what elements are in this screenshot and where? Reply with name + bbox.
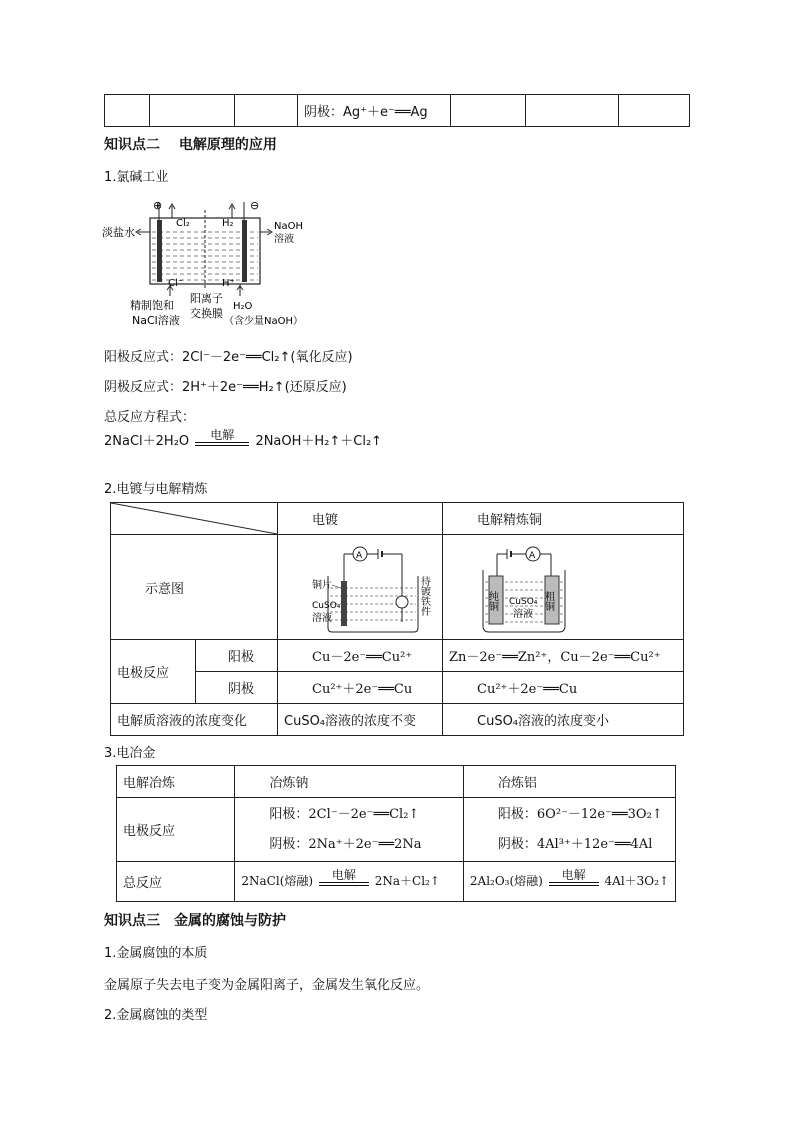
plating-diagram [278,536,442,639]
membrane-label-1: 阳离子 [190,292,223,305]
plating-copper-label: 铜片 [312,579,332,591]
naoh-out-label-1: NaOH [274,221,303,232]
top-cell-text: 阴极：Ag⁺＋e⁻══Ag [304,105,428,120]
water-label-1: H₂O [233,301,253,312]
refining-diagram [443,536,683,639]
top-cell-4 [298,95,451,127]
sodium-total: 2NaCl(熔融) 电解 2Na＋Cl₂↑ [235,862,464,902]
plating-cathode-eq: Cu²⁺＋2e⁻══Cu [278,672,443,704]
saturated-label-2: NaCl溶液 [132,314,180,327]
diag-header-cell [111,503,278,535]
refining-anode-eq: Zn－2e⁻══Zn²⁺，Cu－2e⁻══Cu²⁺ [443,640,684,672]
top-cell-3 [235,95,298,127]
section3-item1-title: 1.金属腐蚀的本质 [104,946,208,961]
col-aluminum: 冶炼铝 [463,766,675,798]
total-right: 2NaOH＋H₂↑＋Cl₂↑ [255,434,383,449]
top-cell-7 [619,95,690,127]
row-total-label: 总反应 [117,862,235,902]
dilute-brine-label: 淡盐水 [102,226,135,239]
na-cathode-eq: 阴极：2Na⁺＋2e⁻══2Na [269,836,422,852]
water-label-2: （含少量NaOH） [224,316,303,327]
plating-object-label: 待镀铁件 [418,575,430,616]
naoh-out-label-2: 溶液 [274,234,294,245]
plating-anode-eq: Cu－2e⁻══Cu²⁺ [278,640,443,672]
cathode-label: 阴极 [196,672,278,704]
chlor-anode-equation: 阳极反应式：2Cl⁻－2e⁻══Cl₂↑(氧化反应) [104,350,353,365]
refining-cuso4-label-1: CuSO₄ [509,596,538,607]
h-ion-label: H⁺ [222,278,235,289]
top-table-row [104,94,690,127]
refining-conc: CuSO₄溶液的浓度变小 [443,704,684,736]
h2-label: H₂ [222,218,234,229]
minus-terminal: ⊖ [250,199,260,212]
refining-ammeter: A [529,550,536,561]
plating-cuso4-label-2: 溶液 [312,612,332,624]
section3-item2-title: 2.金属腐蚀的类型 [104,1008,208,1023]
row-electrode-label: 电极反应 [111,640,196,704]
na-electrolysis-condition: 电解 [317,868,371,886]
plating-refining-table [110,502,684,736]
metallurgy-table [116,765,676,902]
section3-heading: 知识点三 金属的腐蚀与防护 [104,913,286,929]
top-cell-5 [451,95,526,127]
saturated-label-1: 精制饱和 [130,299,174,312]
item1-title: 1.氯碱工业 [104,170,169,185]
chlor-cathode-equation: 阴极反应式：2H⁺＋2e⁻══H₂↑(还原反应) [104,380,347,395]
membrane-label-2: 交换膜 [190,307,223,320]
total-left: 2NaCl＋2H₂O [104,434,190,449]
anode-electrode [157,220,162,282]
col-plating: 电镀 [278,503,443,535]
total-reaction-equation [104,430,382,452]
plus-terminal: ⊕ [153,199,163,212]
refining-pure-label: 纯铜 [486,590,498,611]
item3-title: 3.电冶金 [104,746,156,761]
row-diagram-label: 示意图 [111,535,278,640]
aluminum-electrodes [463,798,675,862]
chlor-alkali-diagram [100,198,325,333]
plating-conc: CuSO₄溶液的浓度不变 [278,704,443,736]
col-metallurgy: 电解冶炼 [117,766,235,798]
cl-ion-label: Cl⁻ [168,278,184,289]
cathode-electrode [242,220,247,282]
plating-ammeter: A [356,550,363,561]
col-sodium: 冶炼钠 [235,766,464,798]
sodium-electrodes [235,798,464,862]
item2-title: 2.电镀与电解精炼 [104,482,208,497]
col-refining: 电解精炼铜 [443,503,684,535]
row-conc-label: 电解质溶液的浓度变化 [111,704,278,736]
na-anode-eq: 阳极：2Cl⁻－2e⁻══Cl₂↑ [269,806,420,822]
anode-label: 阳极 [196,640,278,672]
cl2-label: Cl₂ [176,218,190,229]
total-reaction-label: 总反应方程式： [104,410,196,425]
plating-cuso4-label-1: CuSO₄ [312,600,341,611]
section3-item1-text: 金属原子失去电子变为金属阳离子，金属发生氧化反应。 [104,978,430,993]
al-cathode-eq: 阴极：4Al³⁺＋12e⁻══4Al [497,836,653,852]
plating-diagram-cell [278,535,443,640]
top-cell-1 [105,95,150,127]
section2-heading: 知识点二 电解原理的应用 [104,137,277,153]
refining-cathode-eq: Cu²⁺＋2e⁻══Cu [443,672,684,704]
al-anode-eq: 阳极：6O²⁻－12e⁻══3O₂↑ [497,806,663,822]
al-electrolysis-condition: 电解 [547,868,601,886]
row-electrode-label-3: 电极反应 [117,798,235,862]
refining-crude-label: 粗铜 [542,590,554,611]
refining-cuso4-label-2: 溶液 [513,608,533,620]
top-cell-6 [526,95,619,127]
aluminum-total: 2Al₂O₃(熔融) 电解 4Al＋3O₂↑ [463,862,675,902]
refining-diagram-cell [443,535,684,640]
electrolysis-condition: 电解 [193,428,251,446]
top-cell-2 [150,95,235,127]
